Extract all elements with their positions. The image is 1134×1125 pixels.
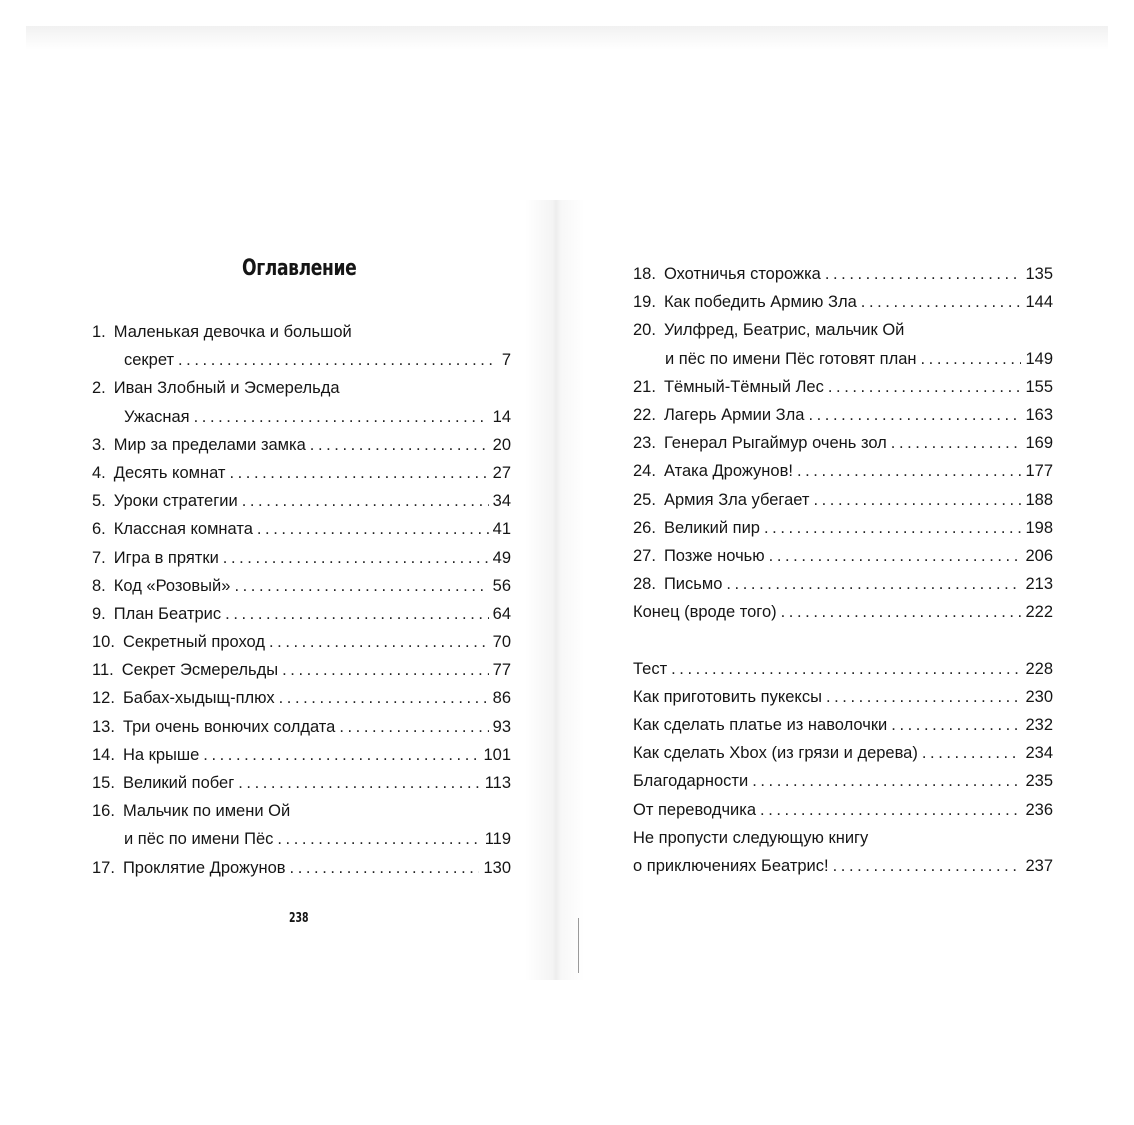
chapter-title: Проклятие Дрожунов <box>122 858 286 877</box>
toc-entry <box>92 797 511 853</box>
chapter-page-number: 113 <box>484 774 511 792</box>
toc-line <box>92 656 511 684</box>
chapter-title: Генерал Рыгаймур очень зол <box>663 434 887 453</box>
chapter-page-number: 169 <box>1025 434 1053 453</box>
chapter-number: 21. <box>633 377 656 396</box>
chapter-title: о приключениях Беатрис! <box>633 856 829 875</box>
chapter-page-number: 101 <box>483 745 511 764</box>
dot-leader <box>833 852 1022 880</box>
chapter-page-number: 7 <box>501 351 511 370</box>
chapter-title: Секретный проход <box>122 633 265 652</box>
chapter-number: 20. <box>633 321 656 340</box>
chapter-title: Как приготовить пукексы <box>633 687 822 706</box>
chapter-number: 10. <box>92 633 115 652</box>
chapter-title: Секрет Эсмерельды <box>121 661 279 680</box>
dot-leader <box>238 769 480 797</box>
dot-leader <box>726 570 1021 598</box>
chapter-title: Три очень вонючих солдата <box>122 717 336 736</box>
toc-line <box>633 401 1053 429</box>
toc-entry <box>92 515 511 543</box>
dot-leader <box>310 431 489 459</box>
toc-entry <box>633 598 1053 626</box>
toc-line <box>633 570 1053 598</box>
chapter-title: План Беатрис <box>113 604 222 623</box>
toc-line <box>92 628 511 656</box>
chapter-number: 3. <box>92 435 106 454</box>
toc-line <box>92 374 511 402</box>
dot-leader <box>242 487 489 515</box>
chapter-page-number: 93 <box>492 717 511 736</box>
chapter-title: Маленькая девочка и большой <box>113 323 352 341</box>
chapter-page-number: 20 <box>492 435 511 454</box>
dot-leader <box>797 457 1022 485</box>
chapter-page-number: 144 <box>1025 293 1053 312</box>
chapter-title: Как сделать платье из наволочки <box>633 716 888 734</box>
toc-line <box>92 544 511 572</box>
chapter-title: Мальчик по имени Ой <box>122 802 291 821</box>
chapter-number: 13. <box>92 717 115 736</box>
dot-leader <box>339 713 488 741</box>
toc-entry <box>92 854 511 882</box>
chapter-title: Письмо <box>663 575 723 594</box>
toc-line <box>633 429 1053 457</box>
toc-entry <box>633 486 1053 514</box>
chapter-title: От переводчика <box>633 800 757 819</box>
toc-entry <box>92 374 511 430</box>
chapter-page-number: 232 <box>1025 716 1053 734</box>
toc-line <box>92 318 511 346</box>
dot-leader <box>781 598 1022 626</box>
scan-top-shadow <box>26 26 1108 50</box>
toc-right-column <box>633 260 1053 880</box>
chapter-page-number: 234 <box>1025 744 1053 763</box>
chapter-title: Мир за пределами замка <box>113 435 306 454</box>
chapter-page-number: 70 <box>492 633 511 652</box>
toc-line <box>92 515 511 543</box>
dot-leader <box>257 515 489 543</box>
toc-line <box>633 260 1053 288</box>
dot-leader <box>279 684 489 712</box>
dot-leader <box>203 741 479 769</box>
toc-entry <box>633 316 1053 372</box>
chapter-number: 23. <box>633 434 656 453</box>
chapter-number: 7. <box>92 548 106 567</box>
dot-leader <box>671 655 1021 683</box>
toc-entry <box>92 713 511 741</box>
dot-leader <box>825 260 1022 288</box>
chapter-number: 15. <box>92 774 115 792</box>
chapter-number: 4. <box>92 463 106 482</box>
chapter-title: Позже ночью <box>663 546 765 565</box>
chapter-page-number: 86 <box>492 689 511 708</box>
chapter-page-number: 56 <box>492 576 511 595</box>
toc-line <box>633 739 1053 767</box>
chapter-title: Армия Зла убегает <box>663 490 810 509</box>
chapter-title: секрет <box>124 351 175 370</box>
toc-line <box>633 542 1053 570</box>
section-spacer <box>633 626 1053 654</box>
dot-leader <box>922 739 1022 767</box>
chapter-title: Десять комнат <box>113 463 226 482</box>
chapter-page-number: 135 <box>1025 265 1053 283</box>
chapter-title: Бабах-хыдыщ-плюх <box>122 689 275 708</box>
chapter-title: Конец (вроде того) <box>633 603 777 622</box>
toc-entry <box>633 796 1053 824</box>
toc-line <box>633 824 1053 852</box>
chapter-number: 24. <box>633 462 656 481</box>
dot-leader <box>269 628 489 656</box>
dot-leader <box>277 825 480 853</box>
toc-entry <box>92 769 511 797</box>
chapter-number: 19. <box>633 293 656 312</box>
toc-line <box>92 769 511 797</box>
chapter-page-number: 237 <box>1025 856 1053 875</box>
book-gutter <box>525 200 585 980</box>
chapter-number: 22. <box>633 405 656 424</box>
chapter-page-number: 77 <box>492 661 511 680</box>
chapter-number: 14. <box>92 745 115 764</box>
chapter-title: На крыше <box>122 745 200 764</box>
chapter-title: Как сделать Xbox (из грязи и дерева) <box>633 744 918 763</box>
chapter-page-number: 149 <box>1025 349 1053 368</box>
toc-entry <box>92 459 511 487</box>
chapter-page-number: 228 <box>1025 659 1053 678</box>
toc-line <box>633 767 1053 795</box>
dot-leader <box>764 514 1021 542</box>
chapter-page-number: 64 <box>492 604 511 623</box>
chapter-title: Не пропусти следующую книгу <box>633 828 869 847</box>
toc-line <box>633 345 1053 373</box>
page-title: Оглавление <box>242 256 357 281</box>
toc-line <box>92 854 511 882</box>
toc-line <box>92 403 511 431</box>
dot-leader <box>234 572 488 600</box>
toc-entry <box>92 572 511 600</box>
dot-leader <box>769 542 1022 570</box>
dot-leader <box>861 288 1022 316</box>
toc-line <box>633 796 1053 824</box>
toc-entry <box>92 741 511 769</box>
toc-line <box>92 684 511 712</box>
chapter-title: Тёмный-Тёмный Лес <box>663 377 824 396</box>
toc-line <box>633 316 1053 344</box>
toc-line <box>92 572 511 600</box>
chapter-title: Атака Дрожунов! <box>663 462 793 481</box>
toc-line <box>633 486 1053 514</box>
chapter-number: 5. <box>92 492 106 511</box>
chapter-page-number: 14 <box>492 407 511 426</box>
chapter-number: 26. <box>633 518 656 537</box>
toc-entry <box>633 570 1053 598</box>
dot-leader <box>808 401 1021 429</box>
dot-leader <box>891 429 1022 457</box>
toc-entry <box>633 711 1053 739</box>
toc-left-column <box>92 318 511 882</box>
page-number: 238 <box>289 911 309 926</box>
dot-leader <box>826 683 1022 711</box>
chapter-number: 9. <box>92 604 106 623</box>
chapter-title: Великий пир <box>663 518 760 537</box>
dot-leader <box>828 373 1022 401</box>
chapter-title: Уроки стратегии <box>113 492 238 511</box>
chapter-title: Великий побег <box>122 774 235 792</box>
chapter-page-number: 235 <box>1025 772 1053 791</box>
chapter-title: и пёс по имени Пёс <box>124 830 274 849</box>
toc-line <box>633 514 1053 542</box>
chapter-title: Классная комната <box>113 520 253 539</box>
chapter-page-number: 222 <box>1025 603 1053 622</box>
toc-entry <box>633 373 1053 401</box>
toc-entry <box>633 429 1053 457</box>
toc-line <box>633 288 1053 316</box>
chapter-page-number: 198 <box>1025 518 1053 537</box>
chapter-number: 27. <box>633 546 656 565</box>
toc-entry <box>92 431 511 459</box>
chapter-number: 25. <box>633 490 656 509</box>
chapter-page-number: 206 <box>1025 546 1053 565</box>
toc-entry <box>92 684 511 712</box>
chapter-title: Лагерь Армии Зла <box>663 405 805 424</box>
toc-entry <box>633 824 1053 880</box>
chapter-title: Как победить Армию Зла <box>663 293 857 312</box>
toc-entry <box>92 600 511 628</box>
toc-line <box>92 600 511 628</box>
toc-line <box>92 825 511 853</box>
toc-line <box>92 797 511 825</box>
chapter-page-number: 155 <box>1025 377 1053 396</box>
dot-leader <box>225 600 488 628</box>
chapter-number: 12. <box>92 689 115 708</box>
chapter-page-number: 49 <box>492 548 511 567</box>
toc-line <box>92 346 511 374</box>
chapter-title: Ужасная <box>124 407 190 426</box>
gutter-fold-line <box>578 918 579 973</box>
dot-leader <box>891 711 1021 739</box>
toc-entry <box>633 542 1053 570</box>
toc-entry <box>633 739 1053 767</box>
chapter-page-number: 230 <box>1025 687 1053 706</box>
dot-leader <box>752 767 1021 795</box>
chapter-page-number: 213 <box>1025 575 1053 594</box>
dot-leader <box>194 403 489 431</box>
chapter-title: Тест <box>633 659 668 678</box>
toc-entry <box>633 260 1053 288</box>
chapter-title: Игра в прятки <box>113 548 219 567</box>
chapter-title: Иван Злобный и Эсмерельда <box>113 379 340 398</box>
chapter-number: 11. <box>92 661 114 680</box>
toc-line <box>633 655 1053 683</box>
dot-leader <box>229 459 488 487</box>
dot-leader <box>223 544 489 572</box>
chapter-number: 8. <box>92 576 106 595</box>
toc-entry <box>92 318 511 374</box>
toc-entry <box>633 401 1053 429</box>
toc-entry <box>633 514 1053 542</box>
toc-line <box>633 457 1053 485</box>
chapter-page-number: 34 <box>492 492 511 511</box>
chapter-page-number: 119 <box>484 830 511 849</box>
dot-leader <box>282 656 489 684</box>
chapter-page-number: 177 <box>1025 462 1053 481</box>
toc-line <box>92 713 511 741</box>
chapter-page-number: 188 <box>1025 490 1053 509</box>
toc-entry <box>92 656 511 684</box>
toc-entry <box>633 683 1053 711</box>
toc-line <box>633 852 1053 880</box>
chapter-title: Уилфред, Беатрис, мальчик Ой <box>663 321 905 340</box>
dot-leader <box>290 854 480 882</box>
dot-leader <box>178 346 498 374</box>
chapter-number: 16. <box>92 802 115 821</box>
chapter-number: 2. <box>92 379 106 398</box>
dot-leader <box>921 345 1022 373</box>
dot-leader <box>813 486 1021 514</box>
chapter-title: Охотничья сторожка <box>663 265 821 283</box>
chapter-number: 17. <box>92 858 115 877</box>
chapter-number: 1. <box>92 323 106 341</box>
toc-line <box>92 459 511 487</box>
dot-leader <box>760 796 1021 824</box>
toc-entry <box>633 457 1053 485</box>
chapter-page-number: 41 <box>492 520 511 539</box>
toc-entry <box>92 628 511 656</box>
chapter-title: Благодарности <box>633 772 749 791</box>
toc-line <box>92 487 511 515</box>
toc-line <box>633 598 1053 626</box>
chapter-page-number: 236 <box>1025 800 1053 819</box>
toc-line <box>633 683 1053 711</box>
toc-line <box>633 711 1053 739</box>
chapter-page-number: 130 <box>483 858 511 877</box>
toc-entry <box>92 487 511 515</box>
toc-entry <box>92 544 511 572</box>
chapter-number: 28. <box>633 575 656 594</box>
chapter-page-number: 163 <box>1025 405 1053 424</box>
toc-line <box>92 431 511 459</box>
chapter-number: 18. <box>633 265 656 283</box>
chapter-page-number: 27 <box>492 463 511 482</box>
chapter-title: Код «Розовый» <box>113 576 231 595</box>
chapter-number: 6. <box>92 520 106 539</box>
toc-entry <box>633 288 1053 316</box>
toc-line <box>92 741 511 769</box>
toc-entry <box>633 655 1053 683</box>
toc-entry <box>633 767 1053 795</box>
toc-line <box>633 373 1053 401</box>
chapter-title: и пёс по имени Пёс готовят план <box>665 349 917 368</box>
